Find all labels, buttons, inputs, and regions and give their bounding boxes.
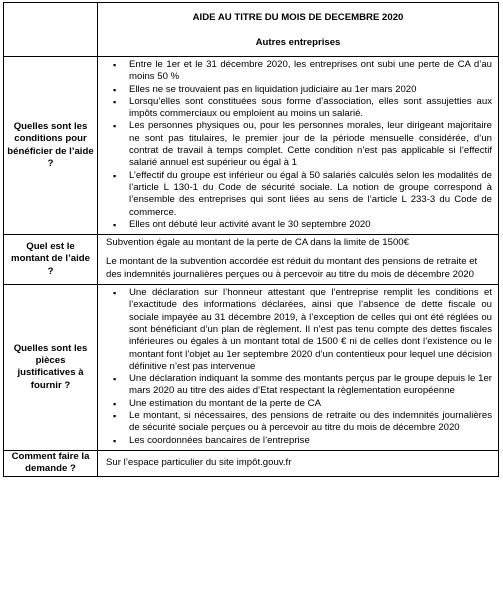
list-item: ▪ Une déclaration indiquant la somme des montants perçus par le groupe depuis le 1er mars 2020 au titre des aides d’Etat respectant la règlementation européenne	[106, 373, 492, 398]
conditions-answer	[98, 57, 499, 235]
header-row	[4, 3, 499, 57]
list-item: ▪ L’effectif du groupe est inférieur ou égal à 50 salariés calculés selon les modalités de l’article L 130-1 du Code de sécurité sociale. La notion de groupe correspond à l’ensemble des entreprises qui sont liées au sens de l’article L 233-3 du Code de commerce.	[106, 170, 492, 219]
header-cell	[98, 3, 499, 57]
montant-paragraph: Subvention égale au montant de la perte de CA dans la limite de 1500€	[106, 237, 409, 249]
montant-reduction-paragraph: Le montant de la subvention accordée est réduit du montant des pensions de retraite et des indemnités journalières perçues ou à percevoir au titre du mois de décembre 2020	[106, 256, 478, 280]
conditions-question: Quelles sont les conditions pour bénéficier de l’aide ?	[4, 57, 98, 235]
list-item: ▪ Lorsqu’elles sont constituées sous forme d’association, elles sont assujetties aux impôts commerciaux ou emploient au moins un salarié.	[106, 96, 492, 121]
montant-question: Quel est le montant de l’aide ?	[4, 235, 98, 285]
conditions-row	[4, 57, 499, 235]
pieces-row	[4, 285, 499, 451]
table-title: AIDE AU TITRE DU MOIS DE DECEMBRE 2020	[192, 12, 404, 23]
list-item: ▪ Les coordonnées bancaires de l’entreprise	[106, 435, 492, 447]
list-item: ▪ Le montant, si nécessaires, des pensions de retraite ou des indemnités journalières de sécurité sociale perçues ou à percevoir au titre du mois de décembre 2020	[106, 410, 492, 435]
demande-row	[4, 450, 499, 476]
montant-row	[4, 235, 499, 285]
aid-table	[3, 2, 499, 477]
list-item: ▪ Elles ont débuté leur activité avant le 30 septembre 2020	[106, 219, 492, 231]
list-item: ▪ Elles ne se trouvaient pas en liquidation judiciaire au 1er mars 2020	[106, 84, 492, 96]
list-item: ▪ Une déclaration sur l’honneur attestant que l’entreprise remplit les conditions et l’exactitude des informations déclarées, ainsi que l’absence de dette fiscale ou sociale impayée au 31 décembre 2019, à l’exception de celles qui ont été réglées ou sont bénéficiant d’un plan de règlement. Il n’est pas tenu compte des dettes fiscales inférieures ou égales à un montant total de 1500 € ni de celles dont l’existence ou le montant font l’objet au 1er septembre 2020 d’un contentieux pour lequel une décision définitive n’est pas intervenue	[106, 287, 492, 373]
pieces-answer	[98, 285, 499, 451]
list-item: ▪ Les personnes physiques ou, pour les personnes morales, leur dirigeant majoritaire ne sont pas titulaires, le premier jour de la période mensuelle considérée, d’un contrat de travail à temps complet. Cette condition n’est pas applicable si l’effectif salarié annuel est supérieur ou égal à 1	[106, 120, 492, 169]
table-subtitle: Autres entreprises	[255, 37, 341, 48]
header-empty-cell	[4, 3, 98, 57]
demande-question: Comment faire la demande ?	[4, 450, 98, 476]
montant-answer	[98, 235, 499, 285]
demande-answer: Sur l’espace particulier du site impôt.gouv.fr	[98, 450, 499, 476]
pieces-list	[106, 287, 492, 447]
list-item: ▪ Entre le 1er et le 31 décembre 2020, les entreprises ont subi une perte de CA d’au moins 50 %	[106, 59, 492, 84]
conditions-list	[106, 59, 492, 231]
pieces-question: Quelles sont les pièces justificatives à fournir ?	[4, 285, 98, 451]
list-item: ▪ Une estimation du montant de la perte de CA	[106, 398, 492, 410]
